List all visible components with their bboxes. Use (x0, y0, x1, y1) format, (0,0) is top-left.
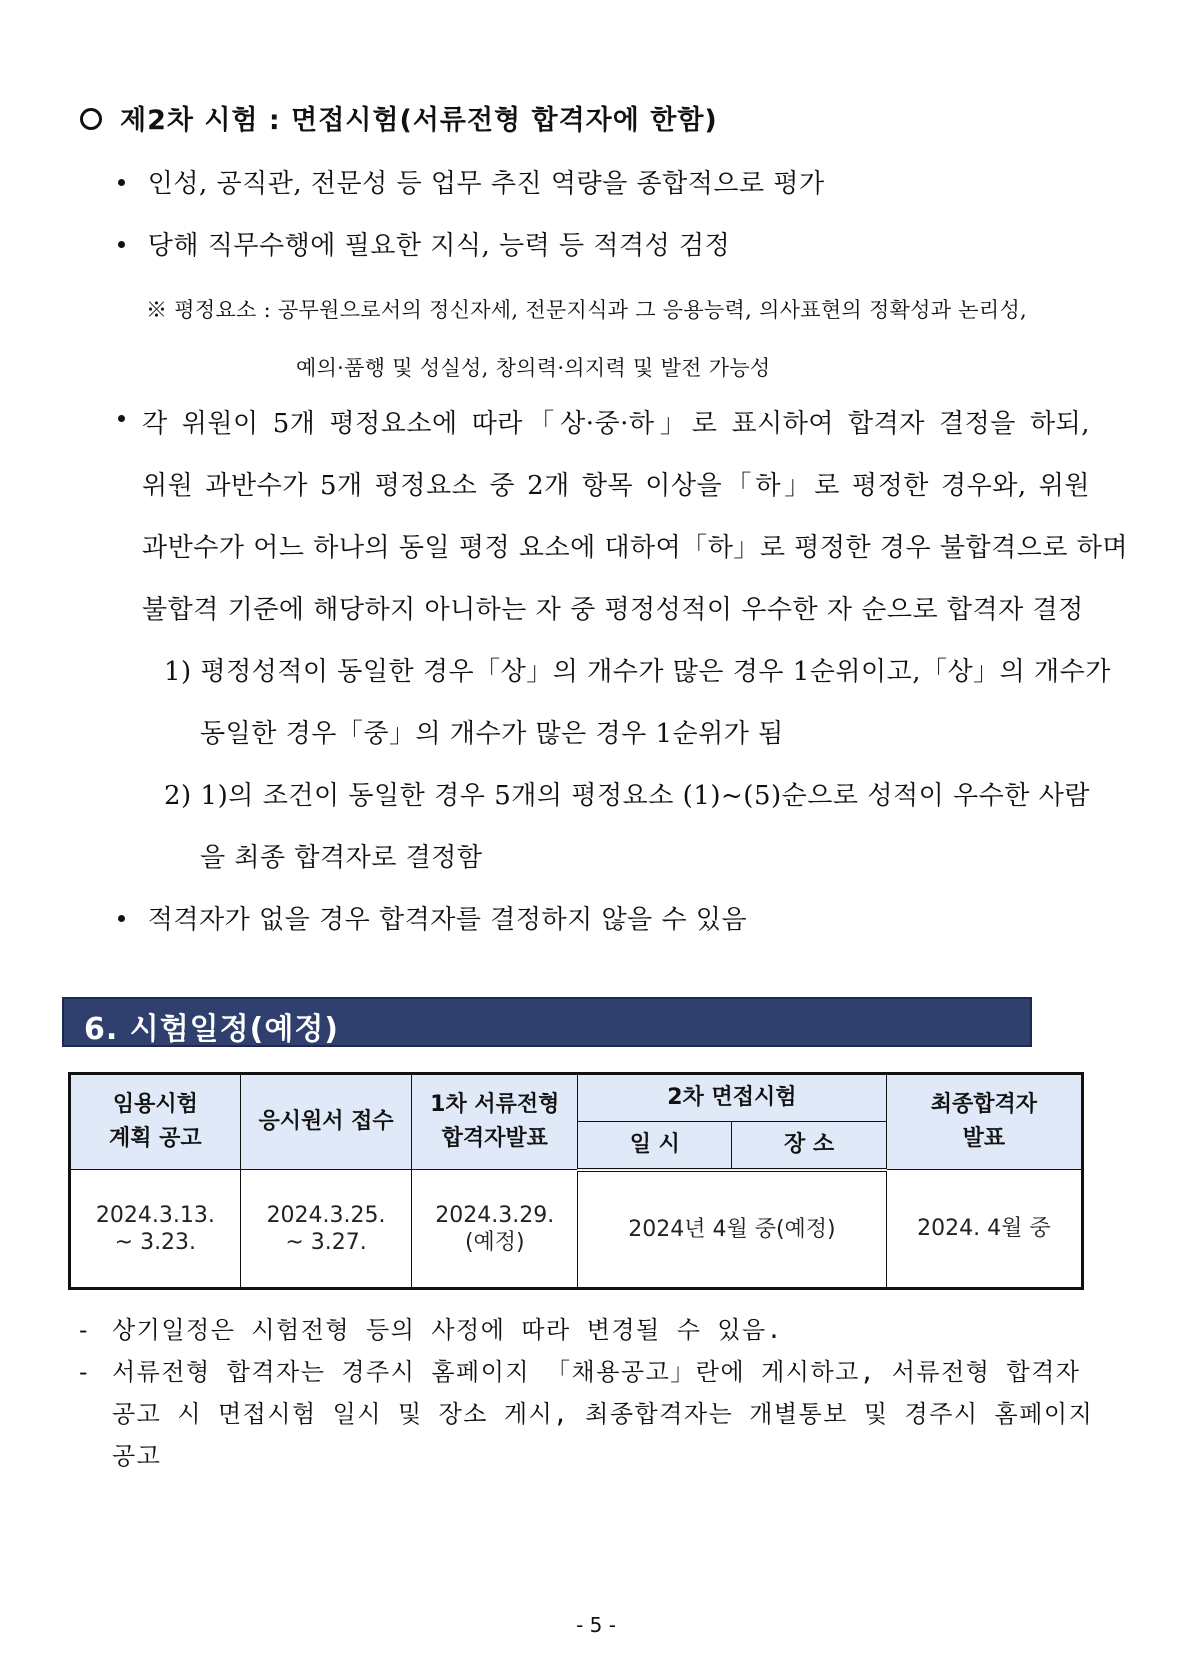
table-cell: 2024년 4월 중(예정) (578, 1170, 887, 1289)
evaluation-note-line2: 예의·품행 및 성실성, 창의력·의지력 및 발전 가능성 (296, 356, 771, 380)
circle-bullet-icon (80, 108, 102, 130)
paragraph-line: 위원 과반수가 5개 평정요소 중 2개 항목 이상을「하」로 평정한 경우와, 위원 (142, 471, 1090, 501)
schedule-table (68, 1072, 1084, 1290)
schedule-section-banner (62, 997, 1032, 1047)
schedule-note-continued: 공고 시 면접시험 일시 및 장소 게시, 최종합격자는 개별통보 및 경주시 홈페이지 (112, 1400, 1094, 1428)
bullet-item: 인성, 공직관, 전문성 등 업무 추진 역량을 종합적으로 평가 (118, 163, 825, 200)
rule-2-line1: 2) 1)의 조건이 동일한 경우 5개의 평정요소 (1)~(5)순으로 성적이 우수한 사람 (164, 781, 1090, 811)
rule-1-line2: 동일한 경우「중」의 개수가 많은 경우 1순위가 됨 (200, 719, 784, 749)
header-cell: 응시원서 접수 (240, 1074, 412, 1170)
bullet-dot-icon (118, 241, 125, 248)
rule-2-line2: 을 최종 합격자로 결정함 (200, 843, 483, 873)
bullet-dot-container (118, 411, 125, 430)
header-subcell: 일 시 (578, 1122, 732, 1170)
header-subcell: 장 소 (732, 1122, 886, 1170)
header-cell: 최종합격자 발표 (886, 1074, 1082, 1170)
table-cell: 2024.3.25. ~ 3.27. (240, 1170, 412, 1289)
section-title (80, 98, 718, 137)
schedule-note: - 상기일정은 시험전형 등의 사정에 따라 변경될 수 있음. (76, 1316, 783, 1344)
table-cell: 2024. 4월 중 (886, 1170, 1082, 1289)
rule-1-line1: 1) 평정성적이 동일한 경우「상」의 개수가 많은 경우 1순위이고,「상」의 개수가 (164, 657, 1111, 687)
header-cell: 임용시험 계획 공고 (70, 1074, 241, 1170)
section-title-text: 제2차 시험 : 면접시험(서류전형 합격자에 한함) (120, 105, 718, 136)
schedule-note: - 서류전형 합격자는 경주시 홈페이지 「채용공고」란에 게시하고, 서류전형 합격자 (76, 1358, 1081, 1386)
bullet-item: 적격자가 없을 경우 합격자를 결정하지 않을 수 있음 (118, 899, 747, 936)
paragraph-line: 과반수가 어느 하나의 동일 평정 요소에 대하여「하」로 평정한 경우 불합격으로 하며 (142, 533, 1128, 563)
header-cell: 1차 서류전형 합격자발표 (412, 1074, 578, 1170)
bullet-dot-icon (118, 179, 125, 186)
schedule-note-continued: 공고 (112, 1442, 162, 1470)
evaluation-note-line1: ※ 평정요소 : 공무원으로서의 정신자세, 전문지식과 그 응용능력, 의사표현의 정확성과 논리성, (146, 298, 1028, 322)
page-number: - 5 - (576, 1613, 616, 1637)
bullet-dot-icon (118, 915, 125, 922)
table-cell: 2024.3.13. ~ 3.23. (70, 1170, 241, 1289)
paragraph-line: 불합격 기준에 해당하지 아니하는 자 중 평정성적이 우수한 자 순으로 합격자 결정 (142, 595, 1084, 625)
table-cell: 2024.3.29. (예정) (412, 1170, 578, 1289)
schedule-heading: 6. 시험일정(예정) (84, 1012, 340, 1047)
paragraph-line: 각 위원이 5개 평정요소에 따라「상·중·하」로 표시하여 합격자 결정을 하되, (142, 409, 1090, 439)
bullet-item: 당해 직무수행에 필요한 지식, 능력 등 적격성 검정 (118, 225, 730, 262)
header-cell: 2차 면접시험 (578, 1074, 887, 1122)
bullet-dot-icon (118, 415, 125, 422)
